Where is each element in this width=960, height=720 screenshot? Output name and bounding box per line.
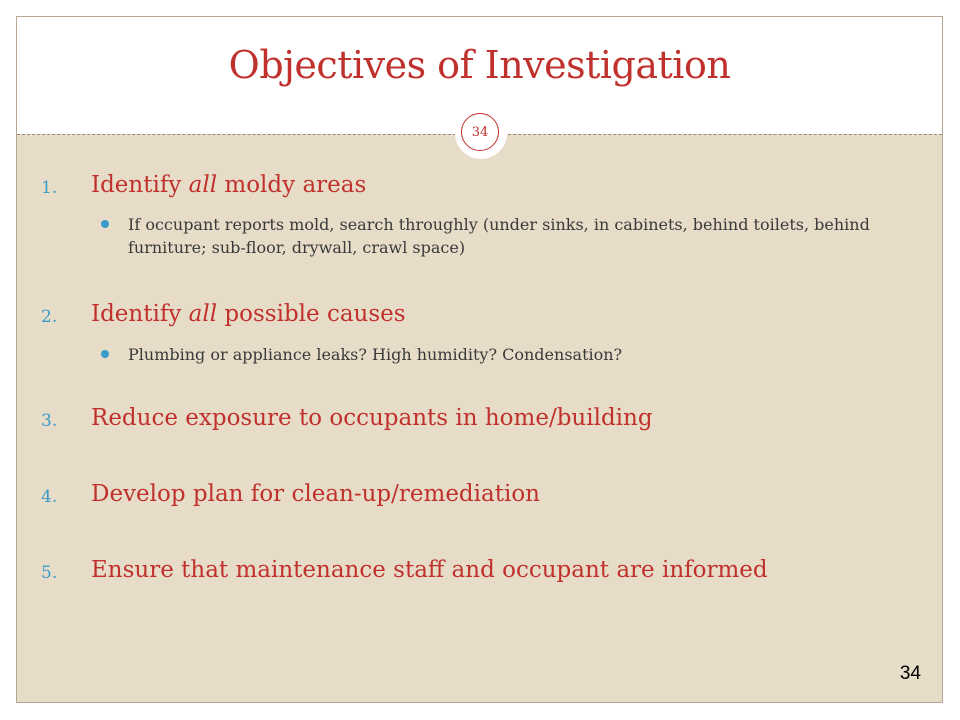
slide-title: Objectives of Investigation bbox=[228, 43, 731, 87]
item-text: Identify all possible causes bbox=[91, 301, 406, 327]
badge-number: 34 bbox=[461, 113, 499, 151]
bullet-icon bbox=[101, 350, 109, 358]
bullet-icon bbox=[101, 220, 109, 228]
item-text: Ensure that maintenance staff and occupant are informed bbox=[91, 557, 768, 583]
sub-item-text: If occupant reports mold, search throughly (under sinks, in cabinets, behind toilets, behind furniture; sub-floor, drywall, crawl space) bbox=[128, 215, 870, 257]
item-number: 5. bbox=[41, 563, 58, 583]
item-number: 4. bbox=[41, 487, 58, 507]
sub-item-text: Plumbing or appliance leaks? High humidity? Condensation? bbox=[128, 345, 623, 364]
objectives-list bbox=[17, 17, 942, 702]
page-number: 34 bbox=[899, 663, 921, 684]
item-number: 1. bbox=[41, 178, 58, 198]
item-number: 3. bbox=[41, 411, 58, 431]
item-text: Develop plan for clean-up/remediation bbox=[91, 481, 540, 507]
slide-frame bbox=[16, 16, 943, 703]
item-text: Identify all moldy areas bbox=[91, 172, 367, 198]
item-number: 2. bbox=[41, 307, 58, 327]
item-text: Reduce exposure to occupants in home/building bbox=[91, 405, 653, 431]
